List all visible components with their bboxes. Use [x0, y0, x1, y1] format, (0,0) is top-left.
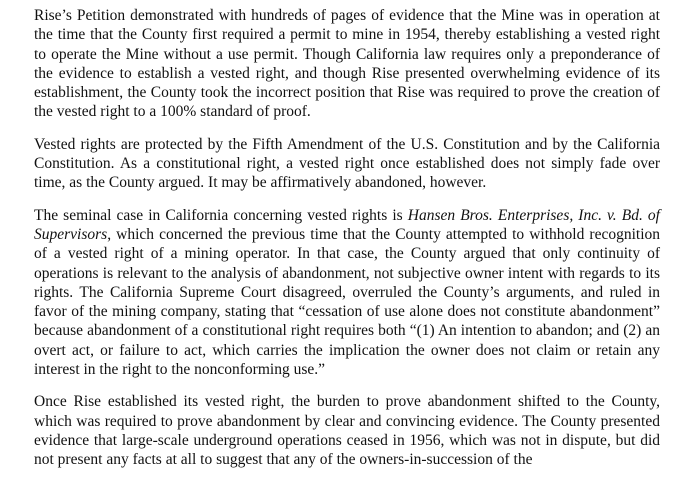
document-body [34, 6, 660, 483]
paragraph-burden-of-proof: Once Rise established its vested right, the burden to prove abandonment shifted to the County, which was required to prove abandonment by clear and convincing evidence. The County presented evidence that large-scale underground operations ceased in 1956, which was not in dispute, but did not present any facts at all to suggest that any of the owners-in-succession of the [34, 393, 660, 469]
paragraph-hansen-bros-case [34, 206, 660, 380]
case-name-citation: Hansen Bros. Enterprises, Inc. v. Bd. of Supervisors [34, 206, 660, 243]
paragraph-text-after-case: , which concerned the previous time that the County attempted to withhold recognition of a vested right of a mining operator. In that case, the County argued that only continuity of operations is relevant to the analysis of abandonment, not subjective owner intent with regards to its rights. The California Supreme Court disagreed, overruled the County’s arguments, and ruled in favor of the mining company, stating that “cessation of use alone does not constitute abandonment” because abandonment of a constitutional right requires both “(1) An intention to abandon; and (2) an overt act, or failure to act, which carries the implication the owner does not claim or retain any interest in the right to the nonconforming use.” [34, 225, 660, 379]
paragraph-text-before-case: The seminal case in California concerning vested rights is [34, 206, 408, 224]
paragraph-rise-petition: Rise’s Petition demonstrated with hundreds of pages of evidence that the Mine was in operation at the time that the County first required a permit to mine in 1954, thereby establishing a vested right to operate the Mine without a use permit. Though California law requires only a preponderance of the evidence to establish a vested right, and though Rise presented overwhelming evidence of its establishment, the County took the incorrect position that Rise was required to prove the creation of the vested right to a 100% standard of proof. [34, 7, 660, 121]
paragraph-vested-rights-protection: Vested rights are protected by the Fifth Amendment of the U.S. Constitution and by the California Constitution. As a constitutional right, a vested right once established does not simply fade over time, as the County argued. It may be affirmatively abandoned, however. [34, 135, 660, 192]
